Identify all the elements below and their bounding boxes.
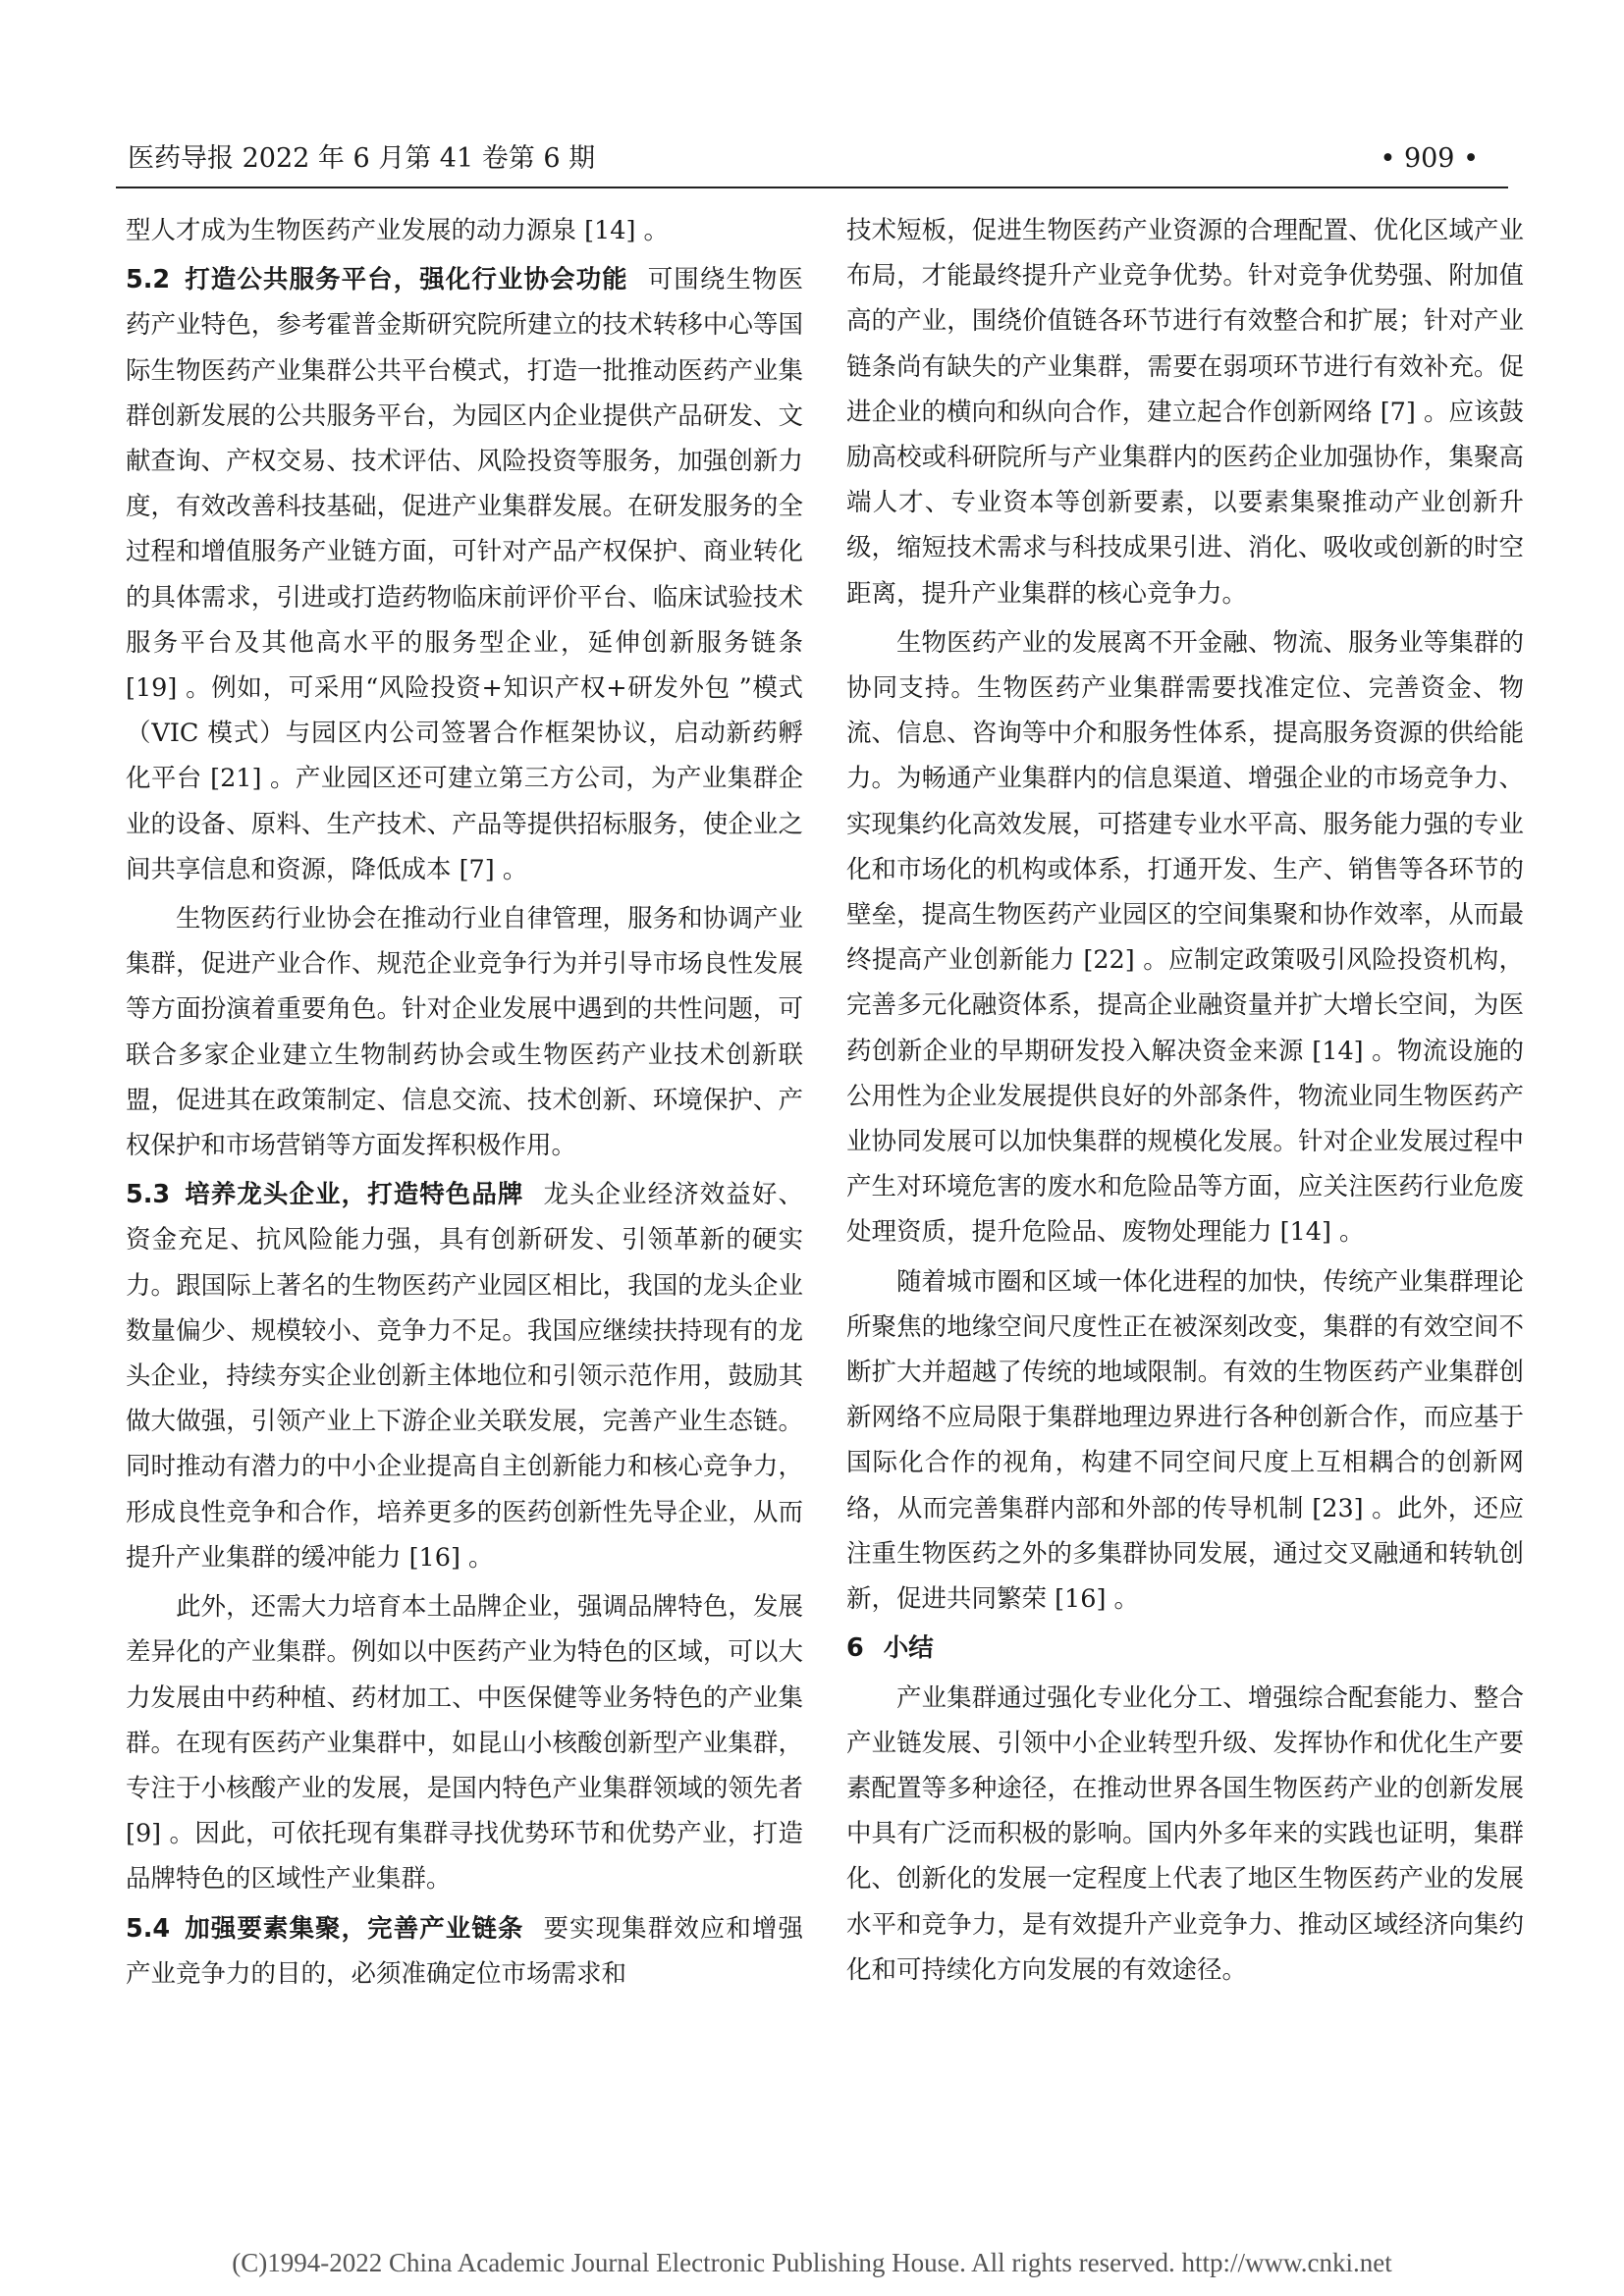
section-title: 加强要素集聚，完善产业链条 xyxy=(184,1913,524,1944)
paragraph: 技术短板，促进生物医药产业资源的合理配置、优化区域产业布局，才能最终提升产业竞争优势。针对竞争优势强、附加值高的产业，围绕价值链各环节进行有效整合和扩展；针对产业链条尚有缺失的产业集群，需要在弱项环节进行有效补充。促进企业的横向和纵向合作，建立起合作创新网络 [7] 。应该鼓励高校或科研院所与产业集群内的医药企业加强协作，集聚高端人才、专业资本等创新要素，以要素集聚推动产业创新升级，缩短技术需求与科技成果引进、消化、吸收或创新的时空距离，提升产业集群的核心竞争力。 xyxy=(846,216,1524,609)
running-header xyxy=(116,132,1508,188)
section-number: 5.4 xyxy=(126,1913,171,1944)
paragraph: 型人才成为生物医药产业发展的动力源泉 [14] 。 xyxy=(126,216,670,245)
section-text: 要实现集群效应和增强产业竞争力的目的，必须准确定位市场需求和 xyxy=(126,1913,803,1989)
paragraph: 随着城市圈和区域一体化进程的加快，传统产业集群理论所聚焦的地缘空间尺度性正在被深刻改变，集群的有效空间不断扩大并超越了传统的地域限制。有效的生物医药产业集群创新网络不应局限于集群地理边界进行各种创新合作，而应基于国际化合作的视角，构建不同空间尺度上互相耦合的创新网络，从而完善集群内部和外部的传导机制 [23] 。此外，还应注重生物医药之外的多集群协同发展，通过交叉融通和转轨创新，促进共同繁荣 [16] 。 xyxy=(846,1266,1524,1615)
section-6 xyxy=(846,1626,1524,1671)
section-5-4 xyxy=(126,1906,803,1997)
paragraph: 生物医药产业的发展离不开金融、物流、服务业等集群的协同支持。生物医药产业集群需要找准定位、完善资金、物流、信息、咨询等中介和服务性体系，提高服务资源的供给能力。为畅通产业集群内的信息渠道、增强企业的市场竞争力、实现集约化高效发展，可搭建专业水平高、服务能力强的专业化和市场化的机构或体系，打通开发、生产、销售等各环节的壁垒，提高生物医药产业园区的空间集聚和协作效率，从而最终提高产业创新能力 [22] 。应制定政策吸引风险投资机构，完善多元化融资体系，提高企业融资量并扩大增长空间，为医药创新企业的早期研发投入解决资金来源 [14] 。物流设施的公用性为企业发展提供良好的外部条件，物流业同生物医药产业协同发展可以加快集群的规模化发展。针对企业发展过程中产生对环境危害的废水和危险品等方面，应关注医药行业危废处理资质，提升危险品、废物处理能力 [14] 。 xyxy=(846,627,1524,1248)
section-number: 5.3 xyxy=(126,1180,171,1210)
right-column xyxy=(846,208,1524,1997)
paragraph: 产业集群通过强化专业化分工、增强综合配套能力、整合产业链发展、引领中小企业转型升级、发挥协作和优化生产要素配置等多种途径，在推动世界各国生物医药产业的创新发展中具有广泛而积极的影响。国内外多年来的实践也证明，集群化、创新化的发展一定程度上代表了地区生物医药产业的发展水平和竞争力，是有效提升产业竞争力、推动区域经济向集约化和可持续化方向发展的有效途径。 xyxy=(846,1682,1524,1985)
section-title: 小结 xyxy=(883,1633,934,1664)
section-title: 打造公共服务平台，强化行业协会功能 xyxy=(184,265,628,295)
page-number: • 909 • xyxy=(1380,143,1479,174)
paragraph: 生物医药行业协会在推动行业自律管理，服务和协调产业集群，促进产业合作、规范企业竞争行为并引导市场良性发展等方面扮演着重要角色。针对企业发展中遇到的共性问题，可联合多家企业建立生物制药协会或生物医药产业技术创新联盟，促进其在政策制定、信息交流、技术创新、环境保护、产权保护和市场营销等方面发挥积极作用。 xyxy=(126,904,803,1161)
section-number: 6 xyxy=(846,1633,864,1664)
section-title: 培养龙头企业，打造特色品牌 xyxy=(184,1180,524,1210)
section-5-3 xyxy=(126,1172,803,1580)
section-5-2 xyxy=(126,257,803,892)
section-text: 可围绕生物医药产业特色，参考霍普金斯研究院所建立的技术转移中心等国际生物医药产业集群公共平台模式，打造一批推动医药产业集群创新发展的公共服务平台，为园区内企业提供产品研发、文献查询、产权交易、技术评估、风险投资等服务，加强创新力度，有效改善科技基础，促进产业集群发展。在研发服务的全过程和增值服务产业链方面，可针对产品产权保护、商业转化的具体需求，引进或打造药物临床前评价平台、临床试验技术服务平台及其他高水平的服务型企业，延伸创新服务链条 [19] 。例如，可采用“风险投资+知识产权+研发外包 ”模式（VIC 模式）与园区内公司签署合作框架协议，启动新药孵化平台 [21] 。产业园区还可建立第三方公司，为产业集群企业的设备、原料、生产技术、产品等提供招标服务，使企业之间共享信息和资源，降低成本 [7] 。 xyxy=(126,265,803,884)
left-column xyxy=(126,208,803,2001)
paragraph: 此外，还需大力培育本土品牌企业，强调品牌特色，发展差异化的产业集群。例如以中医药产业为特色的区域，可以大力发展由中药种植、药材加工、中医保健等业务特色的产业集群。在现有医药产业集群中，如昆山小核酸创新型产业集群，专注于小核酸产业的发展，是国内特色产业集群领域的领先者 [9] 。因此，可依托现有集群寻找优势环节和优势产业，打造品牌特色的区域性产业集群。 xyxy=(126,1592,803,1895)
copyright-footer: (C)1994-2022 China Academic Journal Electronic Publishing House. All rights reserved. http://www.cnki.net xyxy=(232,2248,1392,2277)
section-number: 5.2 xyxy=(126,265,171,295)
section-text: 龙头企业经济效益好、资金充足、抗风险能力强，具有创新研发、引领革新的硬实力。跟国际上著名的生物医药产业园区相比，我国的龙头企业数量偏少、规模较小、竞争力不足。我国应继续扶持现有的龙头企业，持续夯实企业创新主体地位和引领示范作用，鼓励其做大做强，引领产业上下游企业关联发展，完善产业生态链。同时推动有潜力的中小企业提高自主创新能力和核心竞争力，形成良性竞争和合作，培养更多的医药创新性先导企业，从而提升产业集群的缓冲能力 [16] 。 xyxy=(126,1180,803,1573)
journal-info: 医药导报 2022 年 6 月第 41 卷第 6 期 xyxy=(128,143,596,174)
